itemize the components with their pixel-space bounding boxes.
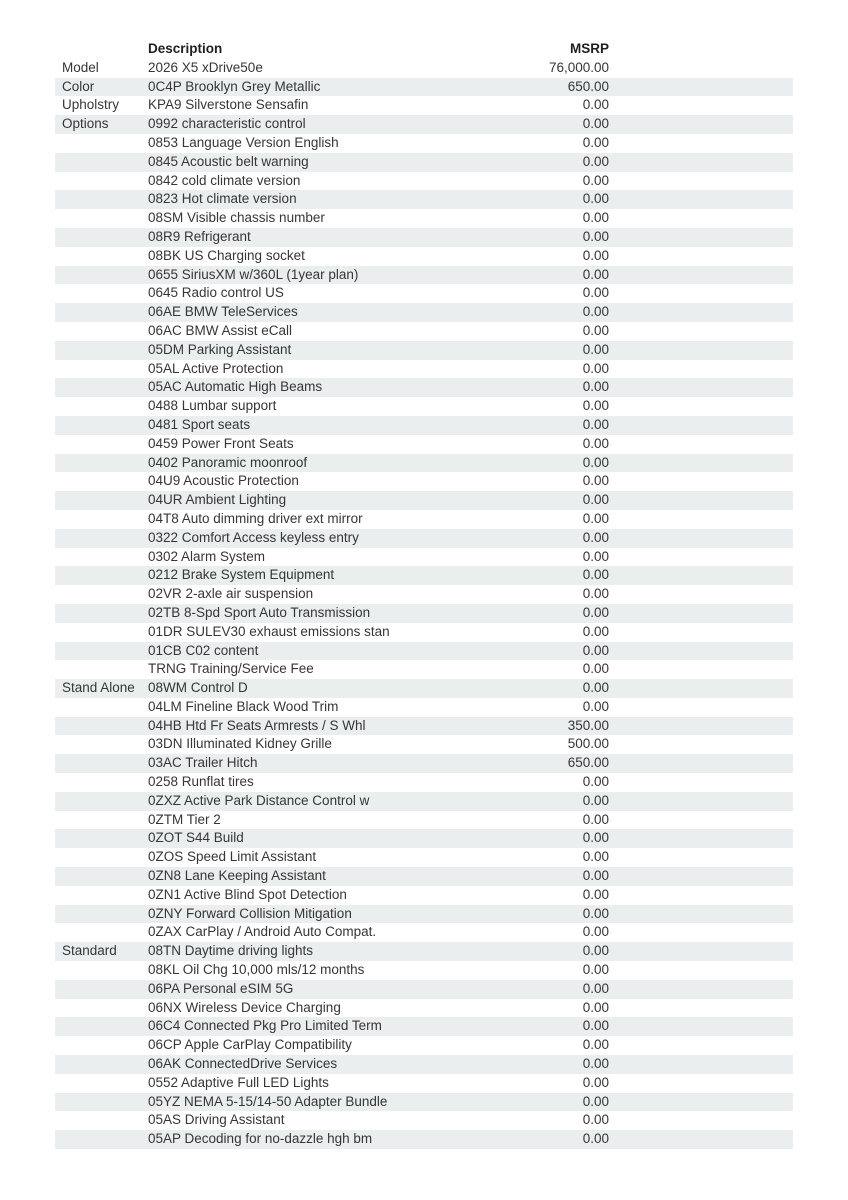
row-filler	[609, 1036, 793, 1055]
row-msrp: 0.00	[582, 510, 609, 526]
row-group-label	[55, 435, 148, 454]
row-group-label	[55, 923, 148, 942]
table-row	[55, 867, 793, 886]
row-msrp: 0.00	[582, 360, 609, 376]
row-description: 0ZN1 Active Blind Spot Detection	[148, 886, 347, 902]
row-msrp: 0.00	[582, 849, 609, 865]
table-row	[55, 698, 793, 717]
row-description: 03AC Trailer Hitch	[148, 755, 258, 771]
table-body	[55, 59, 793, 1149]
table-row	[55, 115, 793, 134]
row-filler	[609, 1111, 793, 1130]
row-msrp: 0.00	[582, 980, 609, 996]
row-group-label	[55, 284, 148, 303]
table-row	[55, 228, 793, 247]
row-filler	[609, 360, 793, 379]
table-row	[55, 886, 793, 905]
table-row	[55, 1074, 793, 1093]
row-group-label	[55, 303, 148, 322]
table-row	[55, 284, 793, 303]
table-row	[55, 78, 793, 97]
row-msrp: 0.00	[582, 379, 609, 395]
row-group-label	[55, 1074, 148, 1093]
row-filler	[609, 341, 793, 360]
table-row	[55, 59, 793, 78]
row-description: 02VR 2-axle air suspension	[148, 586, 314, 602]
table-row	[55, 172, 793, 191]
row-msrp: 0.00	[582, 322, 609, 338]
row-msrp: 0.00	[582, 116, 609, 132]
table-row	[55, 303, 793, 322]
row-filler	[609, 980, 793, 999]
table-row	[55, 1017, 793, 1036]
row-filler	[609, 247, 793, 266]
table-row	[55, 529, 793, 548]
table-row	[55, 999, 793, 1018]
row-filler	[609, 867, 793, 886]
table-row	[55, 660, 793, 679]
table-row	[55, 717, 793, 736]
row-description: 08R9 Refrigerant	[148, 228, 251, 244]
table-row	[55, 454, 793, 473]
row-filler	[609, 829, 793, 848]
row-filler	[609, 1055, 793, 1074]
row-msrp: 500.00	[567, 736, 609, 752]
row-group-label	[55, 660, 148, 679]
row-group-label	[55, 698, 148, 717]
row-filler	[609, 491, 793, 510]
row-description: 06NX Wireless Device Charging	[148, 999, 341, 1015]
row-filler	[609, 566, 793, 585]
row-msrp: 0.00	[582, 905, 609, 921]
row-description: 04UR Ambient Lighting	[148, 492, 287, 508]
row-msrp: 0.00	[582, 228, 609, 244]
row-description: 0ZNY Forward Collision Mitigation	[148, 905, 352, 921]
row-filler	[609, 623, 793, 642]
row-filler	[609, 284, 793, 303]
row-group-label	[55, 980, 148, 999]
row-filler	[609, 754, 793, 773]
row-group-label	[55, 1111, 148, 1130]
row-filler	[609, 642, 793, 661]
row-description: 01CB C02 content	[148, 642, 259, 658]
row-group-label	[55, 754, 148, 773]
table-row	[55, 1111, 793, 1130]
table-row	[55, 472, 793, 491]
row-group-label	[55, 792, 148, 811]
row-filler	[609, 378, 793, 397]
table-row	[55, 811, 793, 830]
row-msrp: 0.00	[582, 661, 609, 677]
row-description: KPA9 Silverstone Sensafin	[148, 97, 309, 113]
row-filler	[609, 303, 793, 322]
row-msrp: 0.00	[582, 97, 609, 113]
row-msrp: 0.00	[582, 774, 609, 790]
row-group-label	[55, 416, 148, 435]
row-group-label	[55, 322, 148, 341]
row-msrp: 0.00	[582, 210, 609, 226]
row-group-label	[55, 247, 148, 266]
row-filler	[609, 792, 793, 811]
row-group-label	[55, 454, 148, 473]
row-filler	[609, 905, 793, 924]
row-msrp: 0.00	[582, 304, 609, 320]
table-row	[55, 829, 793, 848]
row-msrp: 0.00	[582, 586, 609, 602]
row-filler	[609, 717, 793, 736]
row-filler	[609, 1130, 793, 1149]
row-description: 0ZAX CarPlay / Android Auto Compat.	[148, 924, 377, 940]
row-description: 0ZTM Tier 2	[148, 811, 221, 827]
row-description: 06AK ConnectedDrive Services	[148, 1056, 338, 1072]
row-filler	[609, 115, 793, 134]
row-filler	[609, 529, 793, 548]
row-description: 05DM Parking Assistant	[148, 341, 292, 357]
row-group-label	[55, 209, 148, 228]
row-group-label	[55, 848, 148, 867]
table-row	[55, 190, 793, 209]
row-description: 06AC BMW Assist eCall	[148, 322, 293, 338]
row-description: 08SM Visible chassis number	[148, 210, 325, 226]
row-description: 06CP Apple CarPlay Compatibility	[148, 1037, 352, 1053]
row-filler	[609, 78, 793, 97]
row-description: 04HB Htd Fr Seats Armrests / S Whl	[148, 717, 366, 733]
row-msrp: 0.00	[582, 191, 609, 207]
options-table	[55, 40, 793, 1149]
row-msrp: 0.00	[582, 680, 609, 696]
row-description: 08TN Daytime driving lights	[148, 943, 314, 959]
table-header-row	[55, 40, 793, 59]
row-description: 0ZOT S44 Build	[148, 830, 244, 846]
table-row	[55, 679, 793, 698]
row-description: 04U9 Acoustic Protection	[148, 473, 299, 489]
table-row	[55, 604, 793, 623]
row-description: 0C4P Brooklyn Grey Metallic	[148, 78, 321, 94]
table-row	[55, 961, 793, 980]
row-description: 0ZOS Speed Limit Assistant	[148, 849, 317, 865]
row-msrp: 76,000.00	[548, 59, 609, 75]
row-group-label	[55, 228, 148, 247]
row-group-label	[55, 999, 148, 1018]
row-filler	[609, 735, 793, 754]
row-description: 05YZ NEMA 5-15/14-50 Adapter Bundle	[148, 1093, 388, 1109]
row-msrp: 0.00	[582, 266, 609, 282]
table-row	[55, 942, 793, 961]
row-filler	[609, 190, 793, 209]
row-filler	[609, 698, 793, 717]
row-filler	[609, 59, 793, 78]
row-description: 0823 Hot climate version	[148, 191, 297, 207]
row-group-label	[55, 604, 148, 623]
row-msrp: 0.00	[582, 1131, 609, 1147]
row-description: 08KL Oil Chg 10,000 mls/12 months	[148, 962, 365, 978]
table-row	[55, 754, 793, 773]
row-description: 08WM Control D	[148, 680, 248, 696]
row-msrp: 0.00	[582, 924, 609, 940]
table-row	[55, 247, 793, 266]
row-msrp: 0.00	[582, 398, 609, 414]
row-description: 03DN Illuminated Kidney Grille	[148, 736, 332, 752]
row-msrp: 0.00	[582, 1037, 609, 1053]
row-description: 01DR SULEV30 exhaust emissions stan	[148, 623, 390, 639]
table-row	[55, 322, 793, 341]
row-msrp: 350.00	[567, 717, 609, 733]
row-group-label: Upholstry	[62, 97, 120, 113]
row-filler	[609, 322, 793, 341]
row-group-label	[55, 566, 148, 585]
row-msrp: 0.00	[582, 792, 609, 808]
row-description: 0ZXZ Active Park Distance Control w	[148, 792, 370, 808]
row-group-label	[55, 397, 148, 416]
row-group-label	[55, 491, 148, 510]
row-filler	[609, 266, 793, 285]
table-row	[55, 848, 793, 867]
table-row	[55, 341, 793, 360]
row-group-label	[55, 378, 148, 397]
row-description: 06PA Personal eSIM 5G	[148, 980, 294, 996]
row-filler	[609, 886, 793, 905]
row-filler	[609, 472, 793, 491]
row-filler	[609, 416, 793, 435]
row-filler	[609, 811, 793, 830]
row-group-label	[55, 1093, 148, 1112]
row-msrp: 0.00	[582, 1074, 609, 1090]
table-row	[55, 642, 793, 661]
row-msrp: 0.00	[582, 1093, 609, 1109]
row-description: 0655 SiriusXM w/360L (1year plan)	[148, 266, 359, 282]
row-msrp: 0.00	[582, 567, 609, 583]
row-group-label	[55, 510, 148, 529]
row-description: 06C4 Connected Pkg Pro Limited Term	[148, 1018, 382, 1034]
table-row	[55, 378, 793, 397]
row-filler	[609, 435, 793, 454]
row-description: 05AS Driving Assistant	[148, 1112, 285, 1128]
row-description: TRNG Training/Service Fee	[148, 661, 314, 677]
row-msrp: 0.00	[582, 830, 609, 846]
row-msrp: 0.00	[582, 529, 609, 545]
row-description: 0481 Sport seats	[148, 416, 251, 432]
row-description: 06AE BMW TeleServices	[148, 304, 298, 320]
row-msrp: 0.00	[582, 153, 609, 169]
table-row	[55, 792, 793, 811]
row-description: 04T8 Auto dimming driver ext mirror	[148, 510, 363, 526]
row-group-label	[55, 642, 148, 661]
table-row	[55, 1130, 793, 1149]
row-msrp: 0.00	[582, 698, 609, 714]
row-filler	[609, 454, 793, 473]
row-group-label: Stand Alone	[62, 680, 135, 696]
row-description: 0552 Adaptive Full LED Lights	[148, 1074, 329, 1090]
table-row	[55, 773, 793, 792]
row-msrp: 0.00	[582, 172, 609, 188]
row-description: 0459 Power Front Seats	[148, 435, 294, 451]
row-description: 0402 Panoramic moonroof	[148, 454, 308, 470]
table-row	[55, 905, 793, 924]
row-msrp: 0.00	[582, 548, 609, 564]
row-filler	[609, 153, 793, 172]
row-description: 0ZN8 Lane Keeping Assistant	[148, 868, 326, 884]
row-filler	[609, 585, 793, 604]
row-msrp: 0.00	[582, 416, 609, 432]
row-msrp: 0.00	[582, 247, 609, 263]
table-row	[55, 585, 793, 604]
row-group-label	[55, 961, 148, 980]
row-msrp: 0.00	[582, 1112, 609, 1128]
row-msrp: 0.00	[582, 285, 609, 301]
row-description: 2026 X5 xDrive50e	[148, 59, 263, 75]
row-description: 0322 Comfort Access keyless entry	[148, 529, 359, 545]
table-row	[55, 435, 793, 454]
table-row	[55, 548, 793, 567]
row-group-label	[55, 360, 148, 379]
table-row	[55, 735, 793, 754]
table-row	[55, 1093, 793, 1112]
row-group-label: Options	[62, 116, 109, 132]
row-description: 0302 Alarm System	[148, 548, 266, 564]
row-group-label	[55, 1130, 148, 1149]
row-filler	[609, 510, 793, 529]
row-msrp: 0.00	[582, 1056, 609, 1072]
row-filler	[609, 999, 793, 1018]
row-group-label	[55, 1055, 148, 1074]
row-group-label	[55, 905, 148, 924]
row-filler	[609, 397, 793, 416]
table-row	[55, 923, 793, 942]
row-description: 0258 Runflat tires	[148, 774, 254, 790]
row-group-label	[55, 717, 148, 736]
row-msrp: 0.00	[582, 134, 609, 150]
row-group-label	[55, 773, 148, 792]
table-row	[55, 209, 793, 228]
table-row	[55, 1036, 793, 1055]
row-filler	[609, 942, 793, 961]
row-description: 04LM Fineline Black Wood Trim	[148, 698, 339, 714]
row-group-label	[55, 1017, 148, 1036]
table-row	[55, 416, 793, 435]
table-row	[55, 266, 793, 285]
row-filler	[609, 1017, 793, 1036]
row-filler	[609, 679, 793, 698]
row-description: 0845 Acoustic belt warning	[148, 153, 309, 169]
table-row	[55, 134, 793, 153]
table-row	[55, 566, 793, 585]
table-row	[55, 491, 793, 510]
row-msrp: 0.00	[582, 886, 609, 902]
row-msrp: 0.00	[582, 341, 609, 357]
row-msrp: 0.00	[582, 943, 609, 959]
row-description: 08BK US Charging socket	[148, 247, 305, 263]
row-description: 0842 cold climate version	[148, 172, 301, 188]
row-group-label	[55, 153, 148, 172]
row-filler	[609, 96, 793, 115]
row-description: 02TB 8-Spd Sport Auto Transmission	[148, 604, 371, 620]
row-filler	[609, 773, 793, 792]
table-row	[55, 397, 793, 416]
row-description: 0992 characteristic control	[148, 116, 306, 132]
row-filler	[609, 209, 793, 228]
row-description: 05AC Automatic High Beams	[148, 379, 323, 395]
description-column-header: Description	[148, 41, 223, 56]
header-filler	[609, 40, 793, 59]
row-filler	[609, 961, 793, 980]
row-description: 05AL Active Protection	[148, 360, 284, 376]
row-msrp: 650.00	[567, 78, 609, 94]
row-description: 0853 Language Version English	[148, 134, 339, 150]
row-description: 05AP Decoding for no-dazzle hgh bm	[148, 1131, 373, 1147]
row-group-label: Color	[62, 78, 95, 94]
row-filler	[609, 604, 793, 623]
row-msrp: 0.00	[582, 962, 609, 978]
row-group-label	[55, 548, 148, 567]
row-filler	[609, 848, 793, 867]
row-group-label	[55, 867, 148, 886]
row-group-label	[55, 829, 148, 848]
table-row	[55, 1055, 793, 1074]
row-group-label	[55, 735, 148, 754]
row-filler	[609, 1093, 793, 1112]
row-msrp: 0.00	[582, 623, 609, 639]
row-filler	[609, 1074, 793, 1093]
row-group-label	[55, 585, 148, 604]
row-filler	[609, 134, 793, 153]
row-filler	[609, 228, 793, 247]
table-row	[55, 510, 793, 529]
row-group-label	[55, 134, 148, 153]
row-msrp: 0.00	[582, 435, 609, 451]
row-filler	[609, 548, 793, 567]
row-msrp: 0.00	[582, 604, 609, 620]
row-msrp: 0.00	[582, 811, 609, 827]
table-row	[55, 360, 793, 379]
row-filler	[609, 660, 793, 679]
row-group-label	[55, 172, 148, 191]
row-msrp: 0.00	[582, 1018, 609, 1034]
row-msrp: 0.00	[582, 999, 609, 1015]
row-group-label	[55, 266, 148, 285]
row-group-label	[55, 341, 148, 360]
row-group-label	[55, 623, 148, 642]
row-msrp: 650.00	[567, 755, 609, 771]
row-group-label: Model	[62, 59, 99, 75]
table-row	[55, 623, 793, 642]
msrp-column-header: MSRP	[569, 41, 609, 56]
row-description: 0212 Brake System Equipment	[148, 567, 335, 583]
row-group-label	[55, 472, 148, 491]
row-description: 0488 Lumbar support	[148, 398, 277, 414]
row-description: 0645 Radio control US	[148, 285, 284, 301]
row-group-label: Standard	[62, 943, 117, 959]
row-filler	[609, 172, 793, 191]
row-group-label	[55, 529, 148, 548]
table-row	[55, 980, 793, 999]
row-filler	[609, 923, 793, 942]
table-row	[55, 96, 793, 115]
group-column-header	[55, 40, 148, 59]
row-msrp: 0.00	[582, 492, 609, 508]
row-msrp: 0.00	[582, 868, 609, 884]
row-msrp: 0.00	[582, 642, 609, 658]
table-row	[55, 153, 793, 172]
row-group-label	[55, 886, 148, 905]
row-msrp: 0.00	[582, 454, 609, 470]
row-group-label	[55, 811, 148, 830]
row-group-label	[55, 190, 148, 209]
row-group-label	[55, 1036, 148, 1055]
row-msrp: 0.00	[582, 473, 609, 489]
